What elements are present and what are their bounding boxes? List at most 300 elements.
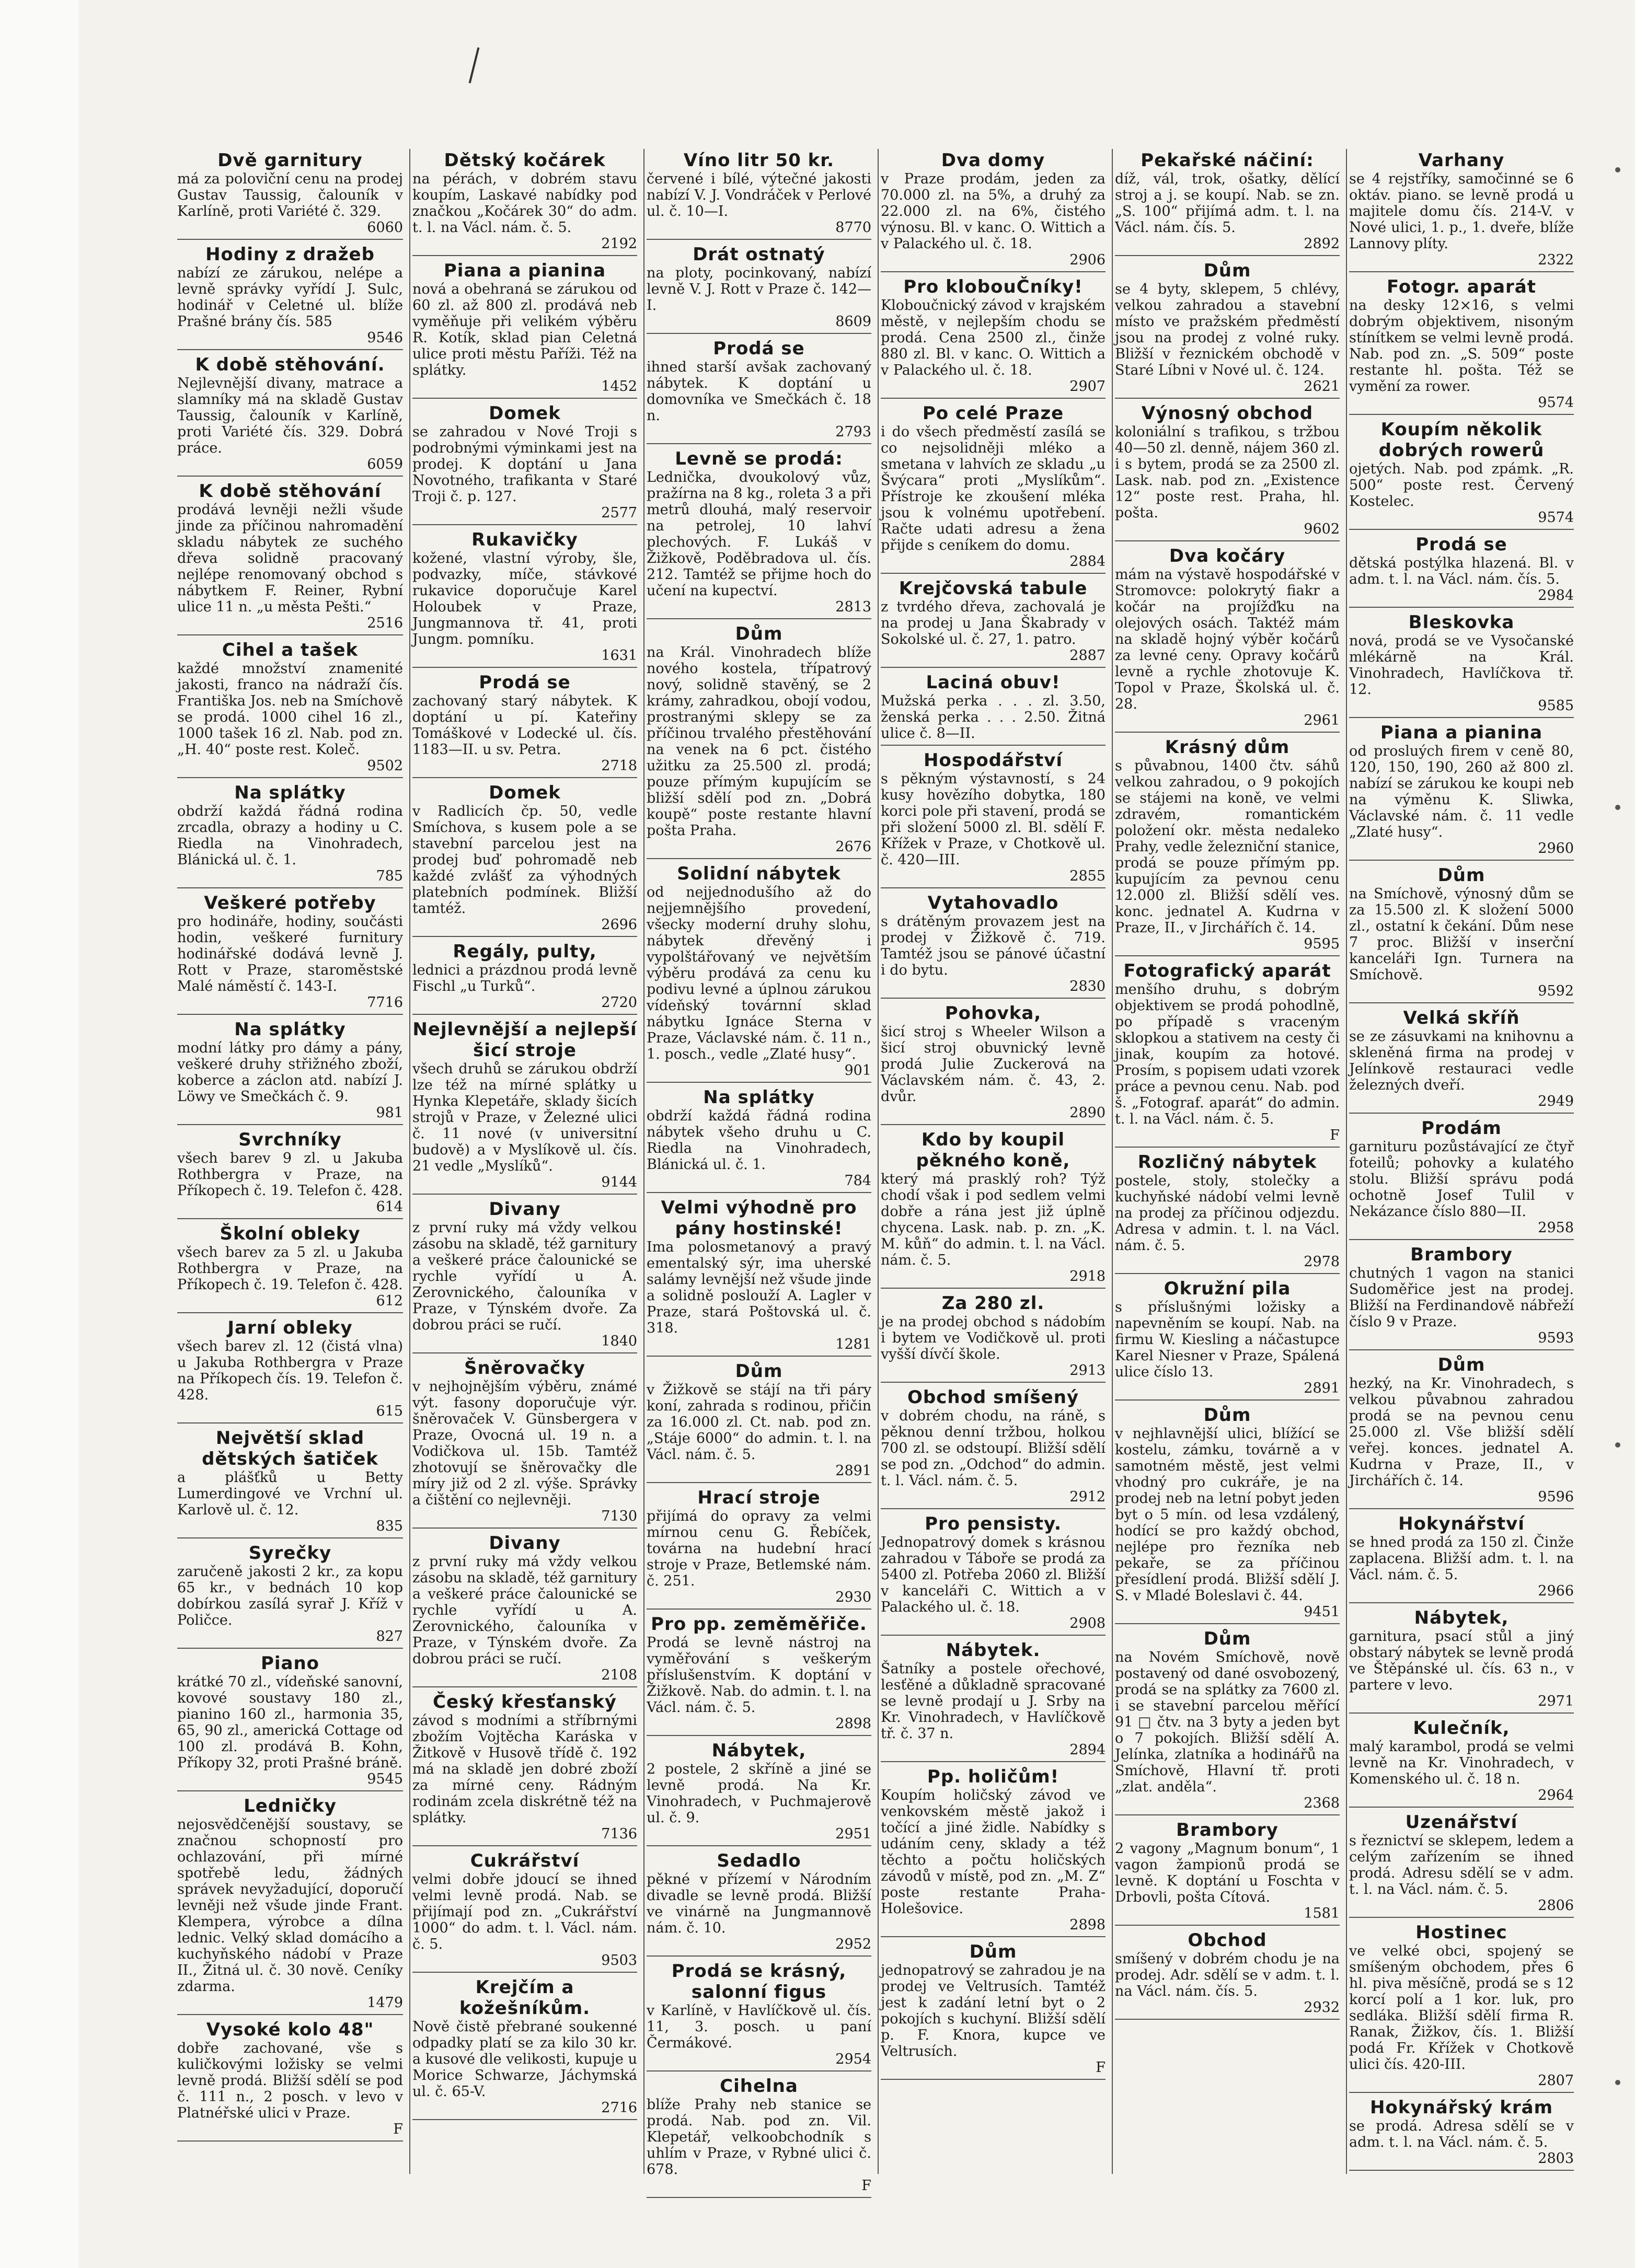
ad-number: 2887 [1069, 647, 1106, 664]
ad-body: se prodá. Adresa sdělí se v adm. t. l. na Václ. nám. č. 5. [1349, 2118, 1574, 2150]
ad-body: všech barev 9 zl. u Jakuba Rothbergra v Praze, na Příkopech č. 19. Telefon č. 428. [177, 1150, 403, 1199]
ad-number: 2964 [1538, 1787, 1574, 1803]
ad-number: 2930 [835, 1589, 871, 1605]
classified-ad [647, 1360, 871, 1483]
ad-body: Nejlevnější divany, matrace a slamníky má na skladě Gustav Taussig, čalouník v Karlíně, proti Variété čís. 329. Dobrá práce. [177, 375, 403, 456]
ad-title: Největší sklad dětských šatiček [202, 1428, 378, 1469]
ad-number: 2720 [601, 994, 637, 1011]
ad-number: 2912 [1069, 1489, 1106, 1505]
ad-body: ojetých. Nab. pod zpámk. „R. 500“ poste rest. Červený Kostelec. [1349, 461, 1574, 510]
classified-ad [177, 1018, 403, 1125]
ad-title: Obchod smíšený [907, 1387, 1079, 1408]
ad-body: prodává levněji nežli všude jinde za příčinou nahromadění skladu nábytek ze suchého dřeva solidně pracovaný nejlépe renomovaný obchod s nábytkem F. Reiner, Rybní ulice 11 n. „u města Pešti.“ [177, 502, 403, 615]
ad-title: Hostinec [1415, 1922, 1507, 1943]
classified-ad [1349, 2096, 1574, 2171]
ad-body: se 4 byty, sklepem, 5 chlévy, velkou zahradou a stavební místo ve pražském předměstí jsou na prodej z volné ruky. Bližší v řeznickém obchodě v Staré Líbni v Nové ul. č. 124. [1115, 281, 1340, 378]
classified-ad [647, 1196, 871, 1357]
ad-number: 9585 [1538, 698, 1574, 714]
ad-title: Dvě garnitury [217, 150, 363, 171]
binding-hole-icon [1615, 167, 1620, 172]
ad-title: Brambory [1176, 1820, 1279, 1841]
ad-title: Šněrovačky [464, 1358, 585, 1379]
ad-number: 2891 [1304, 1380, 1340, 1396]
ad-number: 2907 [1069, 378, 1106, 395]
ad-number: 2806 [1538, 1897, 1574, 1914]
classified-ad [1349, 1717, 1574, 1808]
classified-ad [177, 480, 403, 635]
ad-body: dobře zachované, vše s kuličkovými ložisky se velmi levně prodá. Bližší sdělí se pod č. 111 n., 2 posch. v levo v Platnéřské ulici v Praze. [177, 2040, 403, 2121]
classified-ad [1349, 1243, 1574, 1350]
ad-number: 7716 [367, 994, 403, 1011]
classified-ad [1349, 1117, 1574, 1240]
ad-body: od prosluých firem v ceně 80, 120, 150, 190, 260 až 800 zl. nabízí se zárukou ke koupi neb na výměnu K. Sliwka, Václavské nám. č. 11 vedle „Zlaté husy“. [1349, 743, 1574, 840]
ad-body: i do všech předměstí zasílá se co nejsolidněji mléko a smetana v lahvích ze skladu „u Švýcara“ proti „Myslíkům“. Přístroje ke zkoušení mléka jsou k volnému upotřebení. Račte udati adresu a žena přijde s ceníkem do domu. [881, 424, 1106, 553]
ad-number: 1479 [367, 1995, 403, 2011]
ad-title: Na splátky [234, 1019, 346, 1040]
classified-ad [412, 781, 637, 937]
classified-ad [647, 2075, 871, 2198]
ad-body: modní látky pro dámy a pány, veškeré druhy střižného zboží, koberce a záclon atd. nabízí J. Löwy ve Smečkách č. 9. [177, 1040, 403, 1105]
ad-number: 614 [376, 1199, 403, 1215]
ad-title: Obchod [1188, 1930, 1267, 1951]
ad-title: Hospodářství [923, 750, 1063, 771]
ad-title: Pekařské náčiní: [1141, 150, 1314, 171]
column-2 [409, 149, 639, 2174]
ad-body: Šatníky a postele ořechové, lesťěné a důkladně spracované se levně prodají u J. Srby na Kr. Vinohradech, v Havlíčkově tř. č. 37 n. [881, 1661, 1106, 1742]
ad-body: je na prodej obchod s nádobím i bytem ve Vodičkově ul. proti vyšší dívčí škole. [881, 1314, 1106, 1362]
ad-title: Fotogr. aparát [1386, 276, 1537, 297]
classified-ad [1115, 545, 1340, 733]
ad-title: Prodám [1421, 1118, 1502, 1139]
ad-body: nejosvědčenější soustavy, se značnou schopností pro ochlazování, při mírné spotřebě ledu, žádných správek nevyžadující, doporučí levněji než všude jinde Frant. Klempera, výrobce a dílna lednic. Velký sklad domácího a kuchyňského nádobí v Praze II., Žitná ul. č. 30 nově. Ceníky zdarma. [177, 1816, 403, 1995]
ad-body: ve velké obci, spojený se smíšeným obchodem, přes 6 hl. piva měsíčně, prodá se s 12 korcí polí a 1 kor. luk, pro sedláka. Bližší sdělí firma R. Ranak, Žižkov, čís. 1. Bližší podá Fr. Křížek v Chotkově ulici čís. 420-III. [1349, 1943, 1574, 2073]
ad-number: 2855 [1069, 868, 1106, 884]
ad-number: 9596 [1538, 1489, 1574, 1505]
classified-ad [412, 528, 637, 668]
ad-title: Pro klobouČníky! [903, 276, 1083, 297]
ad-body: z první ruky má vždy velkou zásobu na skladě, též garnitury a veškeré práce čalounické se rychle vyřídí u A. Zerovnického, čalouníka v Praze, v Týnském dvoře. Za dobrou práci se ručí. [412, 1554, 637, 1667]
ad-title: Brambory [1410, 1244, 1513, 1265]
classified-ad [1349, 1811, 1574, 1918]
ad-number: 9502 [367, 758, 403, 774]
ad-body: Nově čistě přebrané soukenné odpadky platí se za kilo 30 kr. a kusové dle velikosti, kupuje u Morice Schwarze, Jáchymská ul. č. 65-V. [412, 2019, 637, 2100]
ad-body: v Žižkově se stájí na tři páry koní, zahrada s rodinou, přičin za 16.000 zl. Ct. nab. pod zn. „Stáje 6000“ do admin. t. l. na Václ. nám. č. 5. [647, 1382, 871, 1463]
ad-number: 2978 [1304, 1254, 1340, 1270]
ad-number: 2807 [1538, 2073, 1574, 2089]
ad-number: 9574 [1538, 510, 1574, 526]
ad-body: Mužská perka . . . zl. 3.50, ženská perka . . . 2.50. Žitná ulice č. 8—II. [881, 693, 1106, 742]
classified-ad [412, 259, 637, 399]
classified-ad [881, 1940, 1106, 2080]
ad-title: Hokynářský krám [1369, 2097, 1553, 2118]
classified-ad [412, 1018, 637, 1195]
ad-number: F [393, 2121, 403, 2137]
ad-number: 1631 [601, 647, 637, 664]
ad-body: zachovaný starý nábytek. K doptání u pí. Kateřiny Tomáškové v Lodecké ul. čís. 1183—II. u sv. Petra. [412, 693, 637, 758]
ad-body: lednici a prázdnou prodá levně Fischl „u Turků“. [412, 962, 637, 994]
ad-title: Piana a pianina [443, 260, 606, 281]
classified-ad [412, 1691, 637, 1846]
ad-body: v Karlíně, v Havlíčkově ul. čís. 11, 3. posch. u paní Čermákové. [647, 2003, 871, 2051]
ad-title: Hokynářství [1398, 1513, 1525, 1534]
ad-number: 2952 [835, 1936, 871, 1952]
ad-body: Prodá se levně nástroj na vyměřování s veškerým příslušenstvím. K doptání v Žižkově. Nab. do admin. t. l. na Václ. nám. č. 5. [647, 1635, 871, 1716]
ad-number: 2368 [1304, 1795, 1340, 1811]
ad-title: Nábytek, [711, 1740, 807, 1761]
ad-number: 9503 [601, 1952, 637, 1969]
ad-number: 784 [844, 1173, 871, 1189]
ad-number: 2984 [1538, 587, 1574, 604]
classified-ad [647, 149, 871, 240]
ad-number: 2894 [1069, 1742, 1106, 1758]
classified-columns [175, 149, 1581, 2194]
ad-body: Ima polosmetanový a pravý ementalský sýr, ima uherské salámy levnější než všude jinde a solidně poslouží A. Lagler v Praze, stará Poštovská ul. č. 318. [647, 1239, 871, 1336]
classified-ad [412, 1849, 637, 1973]
classified-ad [1115, 1929, 1340, 2020]
classified-ad [1115, 149, 1340, 256]
classified-ad [177, 1316, 403, 1424]
classified-ad [412, 1198, 637, 1353]
ad-number: 8609 [835, 314, 871, 330]
ad-title: Solidní nábytek [677, 863, 841, 884]
ad-number: 6059 [367, 456, 403, 472]
ad-title: Divany [489, 1533, 561, 1554]
ad-title: Dva domy [941, 150, 1045, 171]
ad-title: Dům [1203, 1405, 1251, 1426]
ad-number: 7136 [601, 1826, 637, 1842]
ad-body: na desky 12×16, s velmi dobrým objektivem, nisoným stínítkem se velmi levně prodá. Nab. pod zn. „S. 509“ poste restante hl. pošta. Též se vymění za rower. [1349, 297, 1574, 395]
classified-ad [1115, 259, 1340, 399]
pencil-mark [469, 48, 480, 84]
ad-body: Kloboučnický závod v krajském městě, v nejlepším chodu se prodá. Cena 2500 zl., činže 880 zl. Bl. v kanc. O. Wittich a v Palackého ul. č. 18. [881, 297, 1106, 378]
classified-ad [1349, 1006, 1574, 1114]
ad-body: na pérách, v dobrém stavu koupím, Laskavé nabídky pod značkou „Kočárek 30“ do adm. t. l. na Václ. nám. č. 5. [412, 171, 637, 236]
ad-number: 981 [376, 1105, 403, 1121]
ad-title: Pp. holičům! [927, 1766, 1060, 1787]
ad-body: a plášťků u Betty Lumerdingové ve Vrchní ul. Karlově ul. č. 12. [177, 1469, 403, 1518]
classified-ad [1349, 1921, 1574, 2093]
ad-body: závod s modními a stříbrnými zbožím Vojtěcha Karáska v Žitkově v Husově třídě č. 192 má na skladě jen dobré zboží za mírné ceny. Rádným rodinám zcela diskrétně též na splátky. [412, 1712, 637, 1826]
classified-ad [881, 1512, 1106, 1636]
ad-number: 2716 [601, 2100, 637, 2116]
ad-title: Laciná obuv! [926, 672, 1061, 693]
classified-ad [1115, 1819, 1340, 1926]
ad-number: 2813 [835, 599, 871, 615]
classified-ad [881, 1765, 1106, 1937]
ad-number: 9595 [1304, 936, 1340, 952]
ad-title: Nábytek, [1414, 1607, 1509, 1628]
ad-body: v Praze prodám, jeden za 70.000 zl. na 5%, a druhý za 22.000 zl. na 6%, čistého výnosu. Bl. v kanc. O. Wittich a v Palackého ul. č. 18. [881, 171, 1106, 252]
classified-ad [177, 639, 403, 778]
ad-body: malý karambol, prodá se velmi levně na Kr. Vinohradech, v Komenského ul. č. 18 n. [1349, 1739, 1574, 1787]
binding-hole-icon [1615, 2080, 1620, 2085]
classified-ad [1115, 1627, 1340, 1815]
ad-body: v Radlicích čp. 50, vedle Smíchova, s kusem pole a se stavební parcelou jest na prodej buď pohromadě neb každé zvlášť za výhodných platebních podmínek. Bližší tamtéž. [412, 803, 637, 917]
ad-body: velmi dobře jdoucí se ihned velmi levně prodá. Nab. se přijímají pod zn. „Cukrářství 1000“ do adm. t. l. Václ. nám. č. 5. [412, 1871, 637, 1952]
ad-body: díž, vál, trok, ošatky, dělící stroj a j. se koupí. Nab. se zn. „S. 100“ přijímá adm. t. l. na Václ. nám. čís. 5. [1115, 171, 1340, 236]
ad-number: 2516 [367, 615, 403, 631]
classified-ad [177, 1652, 403, 1791]
ad-number: 2322 [1538, 252, 1574, 268]
ad-number: 2718 [601, 758, 637, 774]
ad-body: koloniální s trafikou, s tržbou 40—50 zl. denně, nájem 360 zl. i s bytem, prodá se za 2500 zl. Lask. nab. pod zn. „Existence 12“ poste rest. Praha, hl. pošta. [1115, 424, 1340, 521]
classified-ad [647, 1960, 871, 2072]
ad-title: Výnosný obchod [1141, 403, 1314, 424]
classified-ad [881, 1128, 1106, 1289]
classified-ad [412, 940, 637, 1015]
ad-body: z tvrdého dřeva, zachovalá je na prodej u Jana Škabrady v Sokolské ul. č. 27, 1. patro. [881, 599, 1106, 647]
ad-title: Varhany [1418, 150, 1505, 171]
ad-title: Nejlevnější a nejlepší šicí stroje [412, 1019, 637, 1061]
classified-ad [647, 1486, 871, 1610]
ad-title: Dva kočáry [1169, 546, 1286, 566]
ad-body: každé množství znamenité jakosti, franco na nádraží čís. Františka Jos. neb na Smíchově se prodá. 1000 cihel 16 zl., 1000 tašek 16 zl. Nab. pod zn. „H. 40“ poste rest. Koleč. [177, 661, 403, 758]
ad-number: 2803 [1538, 2150, 1574, 2167]
classified-ad [647, 622, 871, 859]
classified-ad [647, 243, 871, 334]
ad-number: 2913 [1069, 1362, 1106, 1379]
ad-title: Pohovka, [945, 1003, 1042, 1024]
ad-number: 2954 [835, 2051, 871, 2067]
classified-ad [1349, 611, 1574, 718]
ad-number: F [1330, 1127, 1340, 1143]
ad-title: Krásný dům [1165, 737, 1290, 758]
ad-body: v nejhojnějším výběru, známé výt. fasony doporučuje výr. šněrovaček V. Günsbergera v Praze, Ovocná ul. 19 n. a Vodičkova ul. 15b. Tamtéž zhotovují se šněrovačky dle míry již od 2 zl. výše. Správky a čištění co nejlevněji. [412, 1379, 637, 1508]
ad-body: chutných 1 vagon na stanici Sudoměřice jest na prodej. Bližší na Ferdinandově nábřeží číslo 9 v Praze. [1349, 1265, 1574, 1330]
classified-ad [881, 671, 1106, 746]
classified-ad [177, 2018, 403, 2142]
classified-ad [1115, 1277, 1340, 1401]
classified-ad [177, 781, 403, 888]
ad-title: Hodiny z dražeb [205, 244, 375, 265]
ad-number: 2884 [1069, 553, 1106, 570]
classified-ad [1115, 959, 1340, 1148]
ad-title: Velká skříň [1403, 1008, 1520, 1028]
classified-ad [412, 1357, 637, 1529]
classified-ad [881, 149, 1106, 272]
ad-title: Divany [489, 1199, 561, 1220]
ad-body: šicí stroj s Wheeler Wilson a šicí stroj obuvnický levně prodá Julie Zuckerová na Václavském nám. č. 43, 2. dvůr. [881, 1024, 1106, 1105]
ad-body: garnituru pozůstávající ze čtyř foteilů; pohovky a kulatého stolu. Bližší správu podá ochotně Josef Tulil v Nekázance číslo 880—II. [1349, 1139, 1574, 1220]
ad-number: 901 [844, 1062, 871, 1079]
classified-ad [412, 1532, 637, 1687]
ad-body: přijímá do opravy za velmi mírnou cenu G. Řebíček, továrna na hudební hrací stroje v Praze, Betlemské nám. č. 251. [647, 1508, 871, 1589]
ad-body: mám na výstavě hospodářské v Stromovce: polokrytý fiakr a kočár na projížďku na olejových osách. Taktéž mám na skladě hojný výběr kočárů za levné ceny. Opravy kočárů levně a rychle zhotovuje K. Topol v Praze, Školská ul. č. 28. [1115, 566, 1340, 712]
ad-number: 835 [376, 1518, 403, 1534]
classified-ad [1349, 275, 1574, 415]
ad-body: menšího druhu, s dobrým objektivem se prodá pohodlně, po případě s vraceným sklopkou a stativem na cesty či jinak, koupím za hotové. Prosím, s popisem udati vzorek práce a pevnou cenu. Nab. pod š. „Fotograf. aparát“ do admin. t. l. na Václ. nám. č. 5. [1115, 981, 1340, 1127]
ad-body: krátké 70 zl., vídeňské sanovní, kovové soustavy 180 zl., pianino 160 zl., harmonia 35, 65, 90 zl., americká Cottage od 100 zl. prodává B. Kohn, Příkopy 32, proti Prašné bráně. [177, 1674, 403, 1771]
ad-title: Piano [260, 1653, 320, 1674]
column-6 [1346, 149, 1576, 2174]
classified-ad [1115, 736, 1340, 956]
classified-ad [881, 1002, 1106, 1125]
ad-number: 9546 [367, 330, 403, 346]
classified-ad [412, 1976, 637, 2120]
ad-number: 2906 [1069, 252, 1106, 268]
ad-title: Bleskovka [1408, 612, 1515, 633]
ad-title: Prodá se [479, 672, 571, 693]
ad-number: 785 [376, 868, 403, 884]
ad-title: Prodá se [1415, 534, 1507, 555]
ad-body: se hned prodá za 150 zl. Činže zaplacena. Bližší adm. t. l. na Václ. nám. č. 5. [1349, 1534, 1574, 1583]
ad-title: Dům [735, 1361, 783, 1382]
ad-title: Český křesťanský [433, 1692, 617, 1712]
ad-number: 9144 [601, 1174, 637, 1190]
ad-number: 2830 [1069, 978, 1106, 994]
ad-title: Za 280 zl. [941, 1293, 1045, 1314]
ad-title: Pro pp. zeměměřiče. [651, 1614, 867, 1635]
ad-number: 2676 [835, 839, 871, 855]
ad-number: 2918 [1069, 1268, 1106, 1285]
classified-ad [177, 1427, 403, 1538]
ad-body: na Smíchově, výnosný dům se za 15.500 zl. K složení 5000 zl., ostatní k čekání. Dům nese 7 proc. Bližší v inserční kanceláři Ign. Turnera na Smíchově. [1349, 886, 1574, 983]
column-1 [175, 149, 405, 2174]
classified-ad [1349, 721, 1574, 861]
classified-ad [881, 275, 1106, 399]
ad-title: Svrchníky [238, 1129, 342, 1150]
ad-body: postele, stoly, stolečky a kuchyňské nádobí velmi levně na prodej za příčinou odjezdu. Adresa v admin. t. l. na Václ. nám. č. 5. [1115, 1173, 1340, 1254]
ad-number: 2958 [1538, 1220, 1574, 1236]
ad-body: Koupím holičský závod ve venkovském městě jakož i točící a jiné židle. Nabídky s udáním ceny, sklady a též těchto a počtu holičských závodů v místě, pod zn. „M. Z“ poste restante Praha-Holešovice. [881, 1787, 1106, 1917]
ad-number: 2891 [835, 1463, 871, 1479]
ad-number: 1581 [1304, 1905, 1340, 1922]
ad-title: Ledničky [244, 1796, 337, 1816]
classified-ad [177, 892, 403, 1015]
ad-body: nabízí ze zárukou, nelépe a levně správky vyřídí J. Sulc, hodinář v Celetné ul. blíže Prašné brány čís. 585 [177, 265, 403, 330]
ad-number: 7130 [601, 1508, 637, 1524]
ad-title: Vytahovadlo [927, 893, 1059, 913]
ad-title: Dům [735, 623, 783, 644]
classified-ad [177, 1542, 403, 1649]
ad-title: Piana a pianina [1380, 722, 1543, 743]
ad-body: všech barev zl. 12 (čistá vlna) u Jakuba Rothbergra v Praze na Příkopech čís. 19. Telefon č. 428. [177, 1338, 403, 1403]
ad-number: 2932 [1304, 1999, 1340, 2016]
classified-ad [647, 1086, 871, 1193]
ad-title: K době stěhování [199, 481, 382, 502]
ad-body: v dobrém chodu, na ráně, s pěknou denní tržbou, holkou 700 zl. se odstoupí. Bližší sdělí se pod zn. „Odchod“ do admin. t. l. Václ. nám. č. 5. [881, 1408, 1106, 1489]
ad-body: 2 vagony „Magnum bonum“, 1 vagon žampionů prodá se levně. K doptání u Foschta v Drbovli, pošta Cítová. [1115, 1841, 1340, 1905]
ad-title: Syrečky [248, 1543, 332, 1564]
classified-ad [1349, 1512, 1574, 1603]
ad-body: nová, prodá se ve Vysočanské mlékárně na Král. Vinohradech, Havlíčkova tř. 12. [1349, 633, 1574, 698]
classified-ad [881, 1292, 1106, 1383]
ad-body: kožené, vlastní výroby, šle, podvazky, míče, stávkové rukavice doporučuje Karel Holoubek v Praze, Jungmannova tř. 41, proti Jungm. pomníku. [412, 550, 637, 647]
classified-ad [881, 1639, 1106, 1762]
ad-body: blíže Prahy neb stanice se prodá. Nab. pod zn. Vil. Klepetář, velkoobchodník s uhlím v Praze, v Rybné ulici č. 678. [647, 2097, 871, 2178]
ad-title: Krejčovská tabule [899, 578, 1088, 599]
classified-ad [1349, 864, 1574, 1003]
ad-number: F [861, 2178, 871, 2194]
ad-body: smíšený v dobrém chodu je na prodej. Adr. sdělí se v adm. t. l. na Václ. nám. čís. 5. [1115, 1951, 1340, 1999]
ad-body: garnitura, psací stůl a jiný obstarý nábytek se levně prodá ve Štěpánské ul. čís. 63 n., v partere v levo. [1349, 1628, 1574, 1693]
ad-title: Cihelna [720, 2076, 798, 2097]
ad-body: Lednička, dvoukolový vůz, pražírna na 8 kg., roleta 3 a při metrů dlouhá, malý reservoir na petrolej, 10 lahví plechových. F. Lukáš v Žižkově, Poděbradova ul. čís. 212. Tamtéž se přijme hoch do učení na kupectví. [647, 469, 871, 599]
ad-number: 2108 [601, 1667, 637, 1683]
ad-number: F [1096, 2059, 1106, 2076]
ad-title: Krejčím a kožešníkům. [459, 1977, 591, 2019]
ad-title: Rukavičky [471, 529, 578, 550]
ad-number: 2192 [601, 236, 637, 252]
ad-title: Dům [969, 1941, 1017, 1962]
ad-body: má za poloviční cenu na prodej Gustav Taussig, čalouník v Karlíně, proti Variété č. 329. [177, 171, 403, 219]
ad-number: 2966 [1538, 1583, 1574, 1599]
ad-title: Domek [489, 782, 561, 803]
ad-body: v nejhlavnější ulici, blížící se kostelu, zámku, továrně a v samotném městě, jest velmi vhodný pro cukráře, je na prodej neb na letní pobyt jeden byt o 5 mín. od lesa vzdálený, hodící se pro každý obchod, nejlépe pro řezníka neb pekaře, se za příčinou přesídlení prodá. Bližší sdělí J. S. v Mladé Boleslavi č. 44. [1115, 1426, 1340, 1604]
classified-ad [177, 353, 403, 477]
ad-title: Dětský kočárek [444, 150, 606, 171]
ad-number: 2621 [1304, 378, 1340, 395]
ad-body: se 4 rejstříky, samočinné se 6 oktáv. piano. se levně prodá u majitele domu čís. 214-V. v Nové ulici, 1. p., 1. dveře, blíže Lannovy plíty. [1349, 171, 1574, 252]
ad-number: 827 [376, 1628, 403, 1645]
ad-body: Jednopatrový domek s krásnou zahradou v Táboře se prodá za 5400 zl. Potřeba 2060 zl. Bližší v kanceláři C. Wittich a v Palackého ul. č. 18. [881, 1534, 1106, 1615]
ad-number: 9592 [1538, 983, 1574, 999]
classified-ad [881, 577, 1106, 668]
classified-ad [647, 862, 871, 1083]
ad-number: 9593 [1538, 1330, 1574, 1346]
classified-ad [177, 1795, 403, 2015]
classified-ad [412, 671, 637, 778]
classified-ad [647, 1849, 871, 1957]
ad-title: Dům [1437, 865, 1486, 886]
classified-ad [881, 892, 1106, 999]
classified-ad [1349, 1353, 1574, 1509]
ad-title: Domek [489, 403, 561, 424]
ad-title: Hrací stroje [697, 1487, 821, 1508]
ad-title: Dům [1437, 1355, 1486, 1375]
ad-title: Cihel a tašek [222, 640, 359, 661]
classified-ad [412, 149, 637, 256]
ad-title: Víno litr 50 kr. [683, 150, 835, 171]
ad-body: nová a obehraná se zárukou od 60 zl. až 800 zl. prodává neb vyměňuje při velikém výběru R. Kotík, sklad pian Celetná ulice proti městu Paříži. Též na splátky. [412, 281, 637, 378]
ad-title: Sedadlo [717, 1850, 801, 1871]
ad-number: 612 [376, 1293, 403, 1309]
ad-title: Vysoké kolo 48" [206, 2019, 374, 2040]
classified-ad [412, 402, 637, 525]
ad-title: K době stěhování. [195, 354, 385, 375]
classified-ad [647, 1739, 871, 1846]
ad-number: 2949 [1538, 1093, 1574, 1109]
ad-title: Drát ostnatý [693, 244, 825, 265]
ad-body: s příslušnými ložisky a napevněním se koupí. Nab. na firmu W. Kiesling a náčastupce Karel Niesner v Praze, Spálená ulice číslo 13. [1115, 1299, 1340, 1380]
ad-number: 9574 [1538, 395, 1574, 411]
ad-body: od nejjednodušího až do nejjemnějšího provedení, všecky moderní druhy slohu, nábytek dřevěný i vypolštářovaný ve největším výběru prodává za cenu ku podivu levné a úplnou zárukou vídeňský továrnní sklad nábytku Ignáce Sterna v Praze, Václavské nám. č. 11 n., 1. posch., vedle „Zlaté husy“. [647, 884, 871, 1062]
classified-ad [1115, 1151, 1340, 1274]
ad-title: Dům [1203, 260, 1251, 281]
ad-body: jednopatrový se zahradou je na prodej ve Veltrusích. Tamtéž jest k zadání letní byt o 2 pokojích s kuchyní. Bližší sdělí p. F. Knora, kupce ve Veltrusích. [881, 1962, 1106, 2059]
ad-number: 2908 [1069, 1615, 1106, 1631]
classified-ad [647, 447, 871, 619]
ad-number: 2898 [1069, 1917, 1106, 1933]
ad-number: 8770 [835, 219, 871, 236]
ad-body: dětská postýlka hlazená. Bl. v adm. t. l. na Václ. nám. čís. 5. [1349, 555, 1574, 587]
ad-title: Jarní obleky [227, 1317, 353, 1338]
ad-number: 2793 [835, 424, 871, 440]
ad-title: Uzenářství [1405, 1812, 1518, 1833]
ad-title: Rozličný nábytek [1137, 1152, 1317, 1173]
ad-body: s pěkným výstavností, s 24 kusy hovězího dobytka, 180 korci pole při stavení, prodá se při složení 5000 zl. Bl. sdělí F. Křížek v Praze, v Chotkově ul. č. 420—III. [881, 771, 1106, 868]
ad-body: z první ruky má vždy velkou zásobu na skladě, též garnitury a veškeré práce čalounické se rychle vyřídí u A. Zerovnického, čalouníka v Praze, v Týnském dvoře. Za dobrou práci se ručí. [412, 1220, 637, 1333]
ad-number: 2961 [1304, 712, 1340, 728]
ad-body: na ploty, pocinkovaný, nabízí levně V. J. Rott v Praze č. 142—I. [647, 265, 871, 314]
ad-body: pro hodináře, hodiny, součásti hodin, veškeré furnitury hodinářské dodává levně J. Rott v Praze, staroměstské Malé náměstí č. 143-I. [177, 913, 403, 994]
classified-ad [1115, 1404, 1340, 1624]
ad-title: Kdo by koupil pěkného koně, [916, 1129, 1070, 1171]
ad-title: Na splátky [703, 1087, 815, 1108]
ad-body: ihned starší avšak zachovaný nábytek. K doptání u domovníka ve Smečkách č. 18 n. [647, 359, 871, 424]
classified-ad [1349, 533, 1574, 608]
ad-title: Cukrářství [470, 1850, 580, 1871]
